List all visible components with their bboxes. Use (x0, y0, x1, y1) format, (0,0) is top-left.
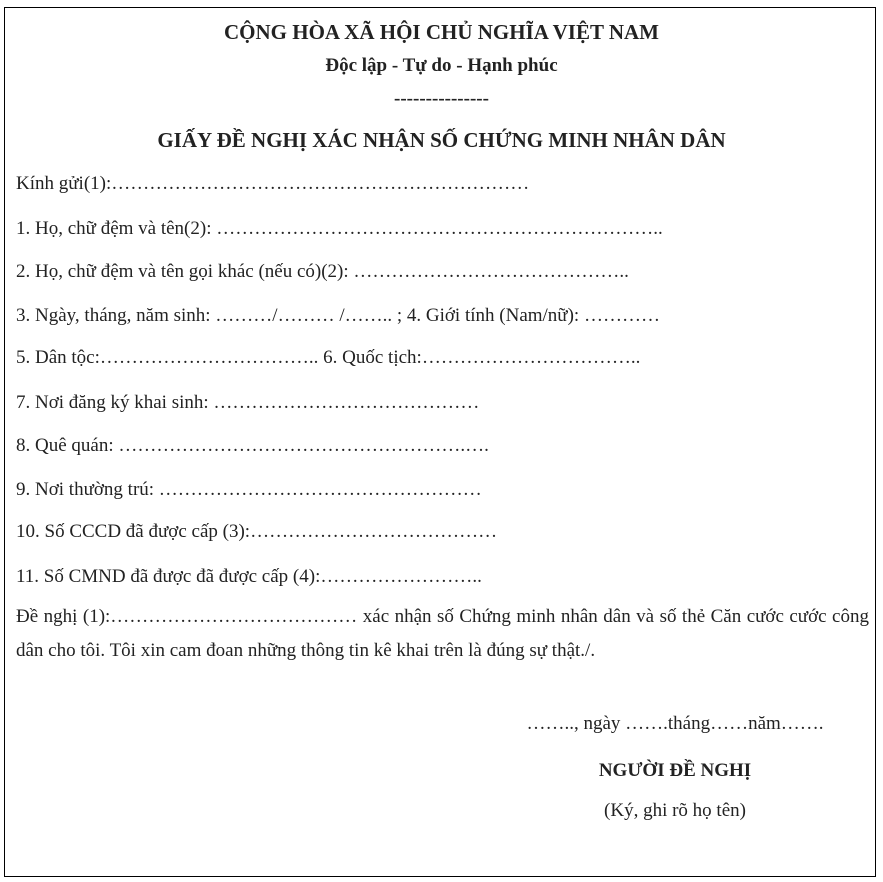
signature-instruction: (Ký, ghi rõ họ tên) (604, 800, 746, 821)
nation-heading: CỘNG HÒA XÃ HỘI CHỦ NGHĨA VIỆT NAM (223, 20, 660, 44)
separator: --------------- (394, 88, 489, 109)
field-birth-registration: 7. Nơi đăng ký khai sinh: …………………………………… (16, 392, 480, 413)
field-cmnd-number: 11. Số CMND đã được đã được cấp (4):…………………….. (16, 566, 482, 587)
field-birthdate-gender: 3. Ngày, tháng, năm sinh: ………/……… /…….. ; 4. Giới tính (Nam/nữ): ………… (16, 305, 660, 326)
signer-role: NGƯỜI ĐỀ NGHỊ (598, 760, 752, 781)
field-permanent-residence: 9. Nơi thường trú: …………………………………………… (16, 479, 482, 500)
field-recipient: Kính gửi(1):………………………………………………………… (16, 173, 530, 194)
field-full-name: 1. Họ, chữ đệm và tên(2): …………………………………………………………….. (16, 218, 663, 239)
field-cccd-number: 10. Số CCCD đã được cấp (3):………………………………… (16, 521, 498, 542)
field-other-name: 2. Họ, chữ đệm và tên gọi khác (nếu có)(2): …………………………………….. (16, 261, 629, 282)
field-hometown: 8. Quê quán: ……………………………………………….…. (16, 435, 489, 456)
request-paragraph: Đề nghị (1):………………………………… xác nhận số Chứng minh nhân dân và số thẻ Căn cước cước công dân cho tôi. Tôi xin cam đoan những thông tin kê khai trên là đúng sự thật./. (16, 606, 869, 661)
motto: Độc lập - Tự do - Hạnh phúc (325, 55, 558, 76)
date-line: …….., ngày …….tháng……năm……. (526, 713, 824, 734)
field-ethnicity-nationality: 5. Dân tộc:…………………………….. 6. Quốc tịch:…………………………….. (16, 347, 641, 368)
form-title: GIẤY ĐỀ NGHỊ XÁC NHẬN SỐ CHỨNG MINH NHÂN DÂN (157, 128, 726, 152)
